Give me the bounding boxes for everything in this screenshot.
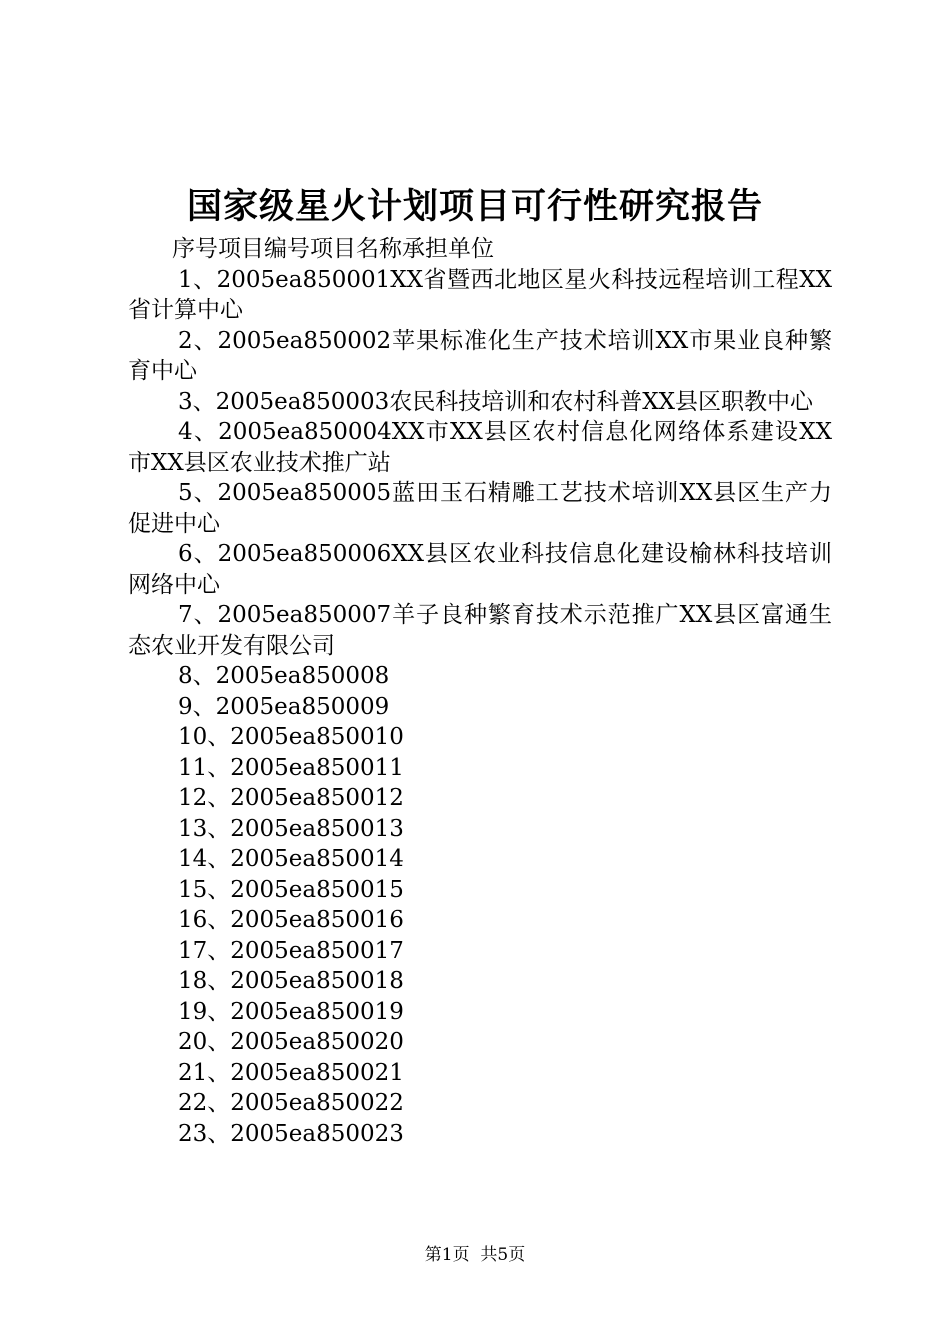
project-entry-12: 12、2005ea850012 xyxy=(178,785,404,811)
project-entry-6: 6、2005ea850006XX县区农业科技信息化建设榆林科技培训网络中心 xyxy=(128,541,832,598)
project-entry-1: 1、2005ea850001XX省暨西北地区星火科技远程培训工程XX省计算中心 xyxy=(128,266,832,323)
project-entry-19: 19、2005ea850019 xyxy=(178,998,404,1025)
project-entry-10: 10、2005ea850010 xyxy=(178,724,404,750)
project-entry-2: 2、2005ea850002苹果标准化生产技术培训XX市果业良种繁育中心 xyxy=(128,327,832,384)
page-total: 共5页 xyxy=(480,1245,526,1265)
project-entry-18: 18、2005ea850018 xyxy=(178,968,404,994)
document-title: 国家级星火计划项目可行性研究报告 xyxy=(186,186,763,227)
project-entry-3: 3、2005ea850003农民科技培训和农村科普XX县区职教中心 xyxy=(178,388,814,415)
project-entry-16: 16、2005ea850016 xyxy=(178,907,404,933)
project-entry-7: 7、2005ea850007羊子良种繁育技术示范推广XX县区富通生态农业开发有限公司 xyxy=(128,602,832,659)
project-entry-13: 13、2005ea850013 xyxy=(178,815,404,842)
project-entry-21: 21、2005ea850021 xyxy=(178,1059,404,1086)
table-header-row: 序号项目编号项目名称承担单位 xyxy=(172,236,494,262)
project-entry-15: 15、2005ea850015 xyxy=(178,876,404,903)
project-entry-9: 9、2005ea850009 xyxy=(178,693,390,720)
project-entry-22: 22、2005ea850022 xyxy=(178,1090,404,1116)
project-entry-17: 17、2005ea850017 xyxy=(178,937,404,964)
project-entry-23: 23、2005ea850023 xyxy=(178,1120,404,1147)
project-entry-5: 5、2005ea850005蓝田玉石精雕工艺技术培训XX县区生产力促进中心 xyxy=(128,480,832,537)
document-body xyxy=(128,234,832,1149)
project-entry-8: 8、2005ea850008 xyxy=(178,663,390,689)
page-number: 第1页 xyxy=(424,1245,470,1265)
project-entry-20: 20、2005ea850020 xyxy=(178,1029,404,1055)
page-footer xyxy=(0,1244,950,1266)
project-entry-14: 14、2005ea850014 xyxy=(178,846,404,872)
project-entry-11: 11、2005ea850011 xyxy=(178,754,404,781)
project-entry-4: 4、2005ea850004XX市XX县区农村信息化网络体系建设XX市XX县区农业技术推广站 xyxy=(128,419,832,476)
